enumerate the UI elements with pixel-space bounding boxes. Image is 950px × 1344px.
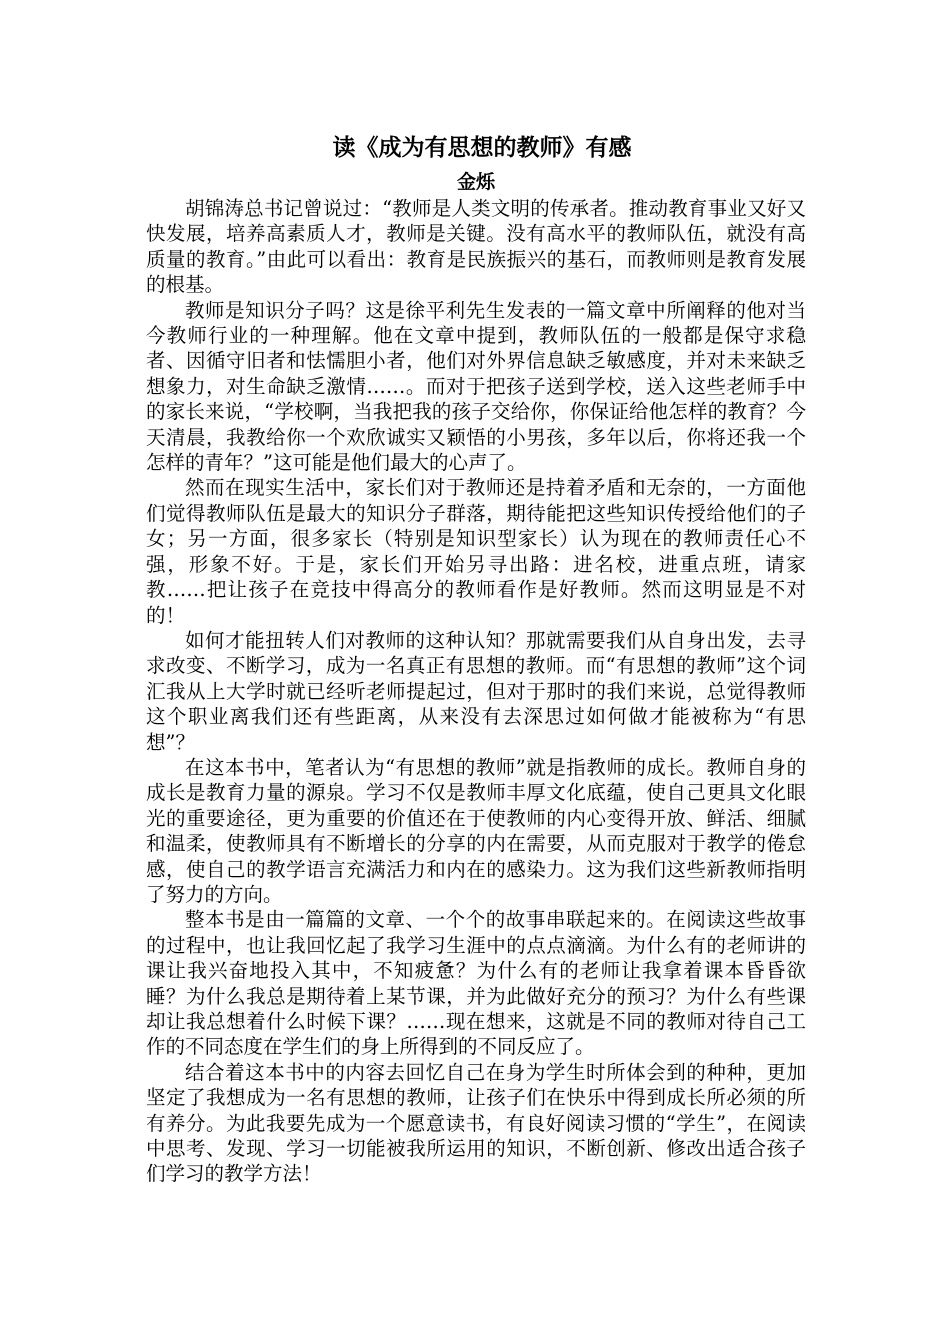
paragraph-7: 结合着这本书中的内容去回忆自己在身为学生时所体会到的种种，更加坚定了我想成为一名有思想的教师，让孩子们在快乐中得到成长所必须的所有养分。为此我要先成为一个愿意读书，有良好阅读习惯的“学生”，在阅读中思考、发现、学习一切能被我所运用的知识，不断创新、修改出适合孩子们学习的教学方法！ bbox=[146, 1060, 806, 1186]
paragraph-1: 胡锦涛总书记曾说过：“教师是人类文明的传承者。推动教育事业又好又快发展，培养高素质人才，教师是关键。没有高水平的教师队伍，就没有高质量的教育。”由此可以看出：教育是民族振兴的基石，而教师则是教育发展的根基。 bbox=[146, 197, 806, 297]
paragraph-5: 在这本书中，笔者认为“有思想的教师”就是指教师的成长。教师自身的成长是教育力量的源泉。学习不仅是教师丰厚文化底蕴，使自己更具文化眼光的重要途径，更为重要的价值还在于使教师的内心变得开放、鲜活、细腻和温柔，使教师具有不断增长的分享的内在需要，从而克服对于教学的倦怠感，使自己的教学语言充满活力和内在的感染力。这为我们这些新教师指明了努力的方向。 bbox=[146, 755, 806, 906]
paragraph-4: 如何才能扭转人们对教师的这种认知？那就需要我们从自身出发，去寻求改变、不断学习，成为一名真正有思想的教师。而“有思想的教师”这个词汇我从上大学时就已经听老师提起过，但对于那时的我们来说，总觉得教师这个职业离我们还有些距离，从来没有去深思过如何做才能被称为“有思想”？ bbox=[146, 628, 806, 754]
paragraph-6: 整本书是由一篇篇的文章、一个个的故事串联起来的。在阅读这些故事的过程中，也让我回忆起了我学习生涯中的点点滴滴。为什么有的老师讲的课让我兴奋地投入其中，不知疲惫？为什么有的老师让我拿着课本昏昏欲睡？为什么我总是期待着上某节课，并为此做好充分的预习？为什么有些课却让我总想着什么时候下课？……现在想来，这就是不同的教师对待自己工作的不同态度在学生们的身上所得到的不同反应了。 bbox=[146, 908, 806, 1059]
paragraph-2: 教师是知识分子吗？这是徐平利先生发表的一篇文章中所阐释的他对当今教师行业的一种理解。他在文章中提到，教师队伍的一般都是保守求稳者、因循守旧者和怯懦胆小者，他们对外界信息缺乏敏感度，并对未来缺乏想象力，对生命缺乏激情……。而对于把孩子送到学校，送入这些老师手中的家长来说，“学校啊，当我把我的孩子交给你，你保证给他怎样的教育？今天清晨，我教给你一个欢欣诚实又颖悟的小男孩，多年以后，你将还我一个怎样的青年？”这可能是他们最大的心声了。 bbox=[146, 298, 806, 475]
paragraph-3: 然而在现实生活中，家长们对于教师还是持着矛盾和无奈的，一方面他们觉得教师队伍是最大的知识分子群落，期待能把这些知识传授给他们的子女；另一方面，很多家长（特别是知识型家长）认为现在的教师责任心不强，形象不好。于是，家长们开始另寻出路：进名校，进重点班，请家教……把让孩子在竞技中得高分的教师看作是好教师。然而这明显是不对的！ bbox=[146, 476, 806, 627]
document-page bbox=[146, 130, 806, 1187]
document-author: 金烁 bbox=[456, 171, 495, 193]
document-title: 读《成为有思想的教师》有感 bbox=[332, 135, 632, 161]
